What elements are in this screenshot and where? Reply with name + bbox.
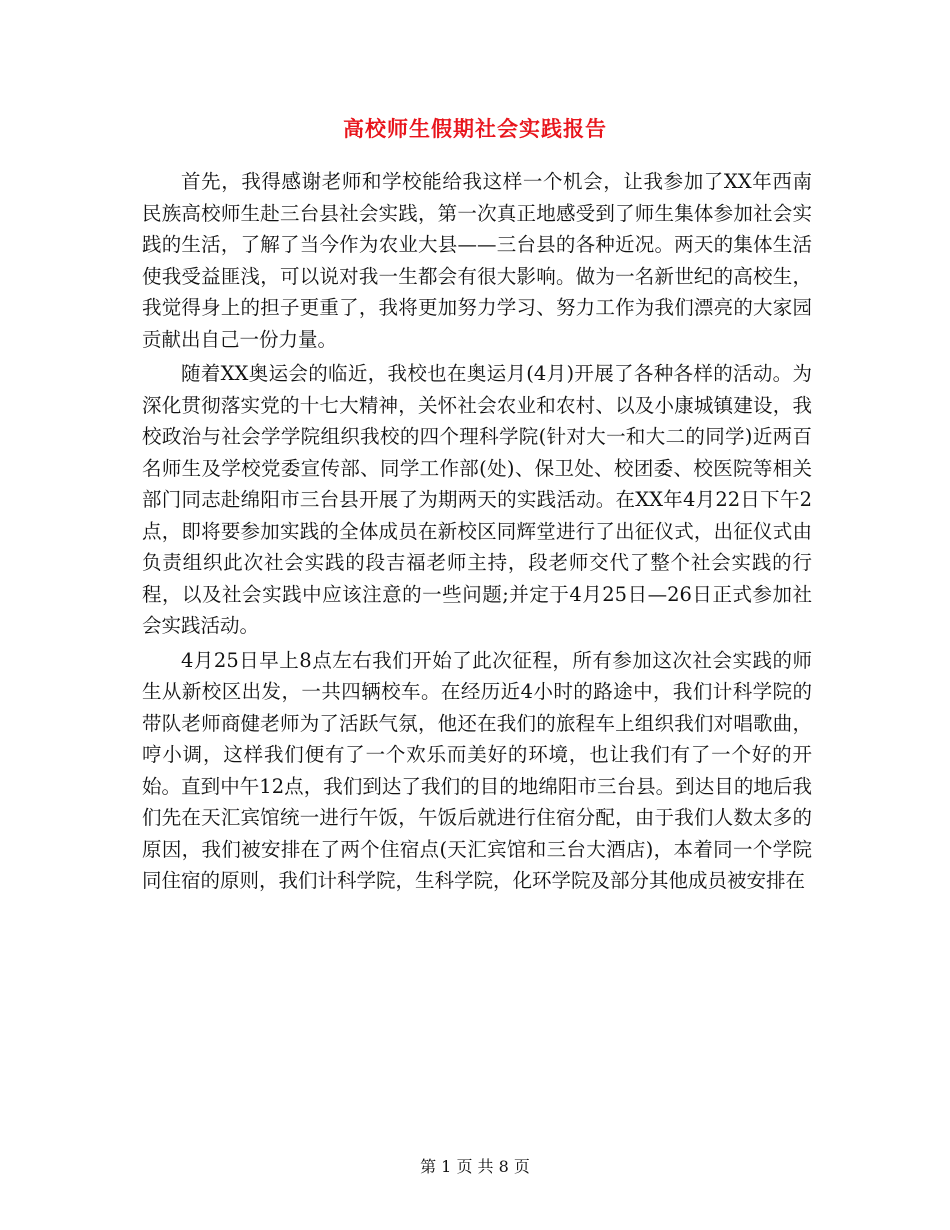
document-body [142,166,812,900]
paragraph-3: 4月25日早上8点左右我们开始了此次征程，所有参加这次社会实践的师生从新校区出发，一共四辆校车。在经历近4小时的路途中，我们计科学院的带队老师商健老师为了活跃气氛，他还在我们的旅程车上组织我们对唱歌曲，哼小调，这样我们便有了一个欢乐而美好的环境，也让我们有了一个好的开始。直到中午12点，我们到达了我们的目的地绵阳市三台县。到达目的地后我们先在天汇宾馆统一进行午饭，午饭后就进行住宿分配，由于我们人数太多的原因，我们被安排在了两个住宿点(天汇宾馆和三台大酒店)，本着同一个学院同住宿的原则，我们计科学院，生科学院，化环学院及部分其他成员被安排在 [142,648,812,892]
document-title: 高校师生假期社会实践报告 [343,116,607,141]
paragraph-2: 随着XX奥运会的临近，我校也在奥运月(4月)开展了各种各样的活动。为深化贯彻落实党的十七大精神，关怀社会农业和农村、以及小康城镇建设，我校政治与社会学学院组织我校的四个理科学院(针对大一和大二的同学)近两百名师生及学校党委宣传部、同学工作部(处)、保卫处、校团委、校医院等相关部门同志赴绵阳市三台县开展了为期两天的实践活动。在XX年4月22日下午2点，即将要参加实践的全体成员在新校区同辉堂进行了出征仪式，出征仪式由负责组织此次社会实践的段吉福老师主持，段老师交代了整个社会实践的行程，以及社会实践中应该注意的一些问题;并定于4月25日—26日正式参加社会实践活动。 [142,362,812,637]
paragraph-1: 首先，我得感谢老师和学校能给我这样一个机会，让我参加了XX年西南民族高校师生赴三台县社会实践，第一次真正地感受到了师生集体参加社会实践的生活，了解了当今作为农业大县——三台县的各种近况。两天的集体生活使我受益匪浅，可以说对我一生都会有很大影响。做为一名新世纪的高校生，我觉得身上的担子更重了，我将更加努力学习、努力工作为我们漂亮的大家园贡献出自己一份力量。 [142,170,812,351]
page-number: 第 1 页 共 8 页 [420,1157,530,1176]
